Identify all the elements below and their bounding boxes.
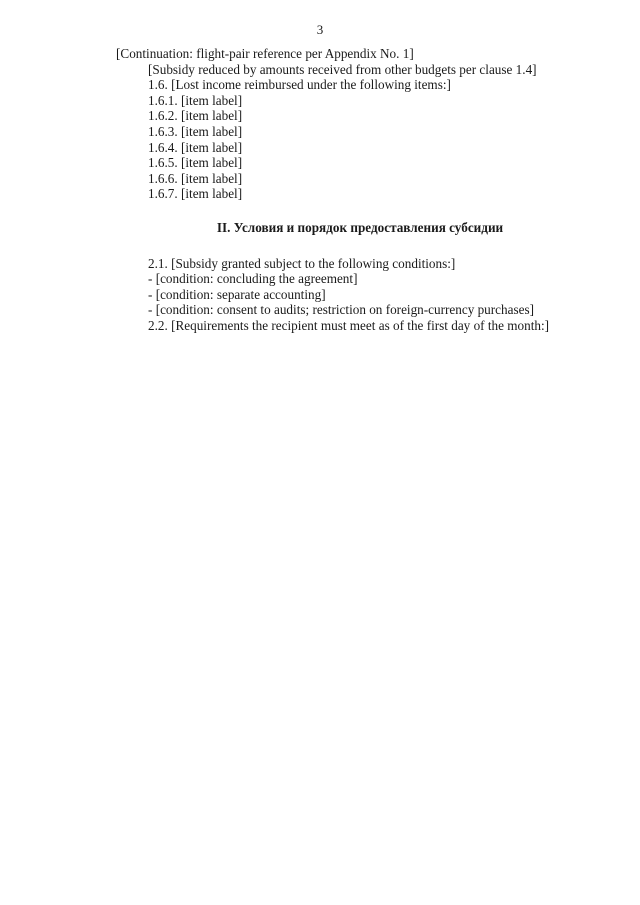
- intro-paragraph-1: [Continuation: flight-pair reference per Appendix No. 1]: [116, 46, 414, 61]
- cost-item: 1.6.6. [item label]: [148, 170, 243, 186]
- section-paragraph-1: 2.1. [Subsidy granted subject to the following conditions:]: [148, 255, 456, 271]
- page-number: 3: [316, 22, 324, 37]
- cost-item: 1.6.2. [item label]: [148, 108, 243, 124]
- cost-item: 1.6.4. [item label]: [148, 139, 243, 155]
- cost-item: 1.6.3. [item label]: [148, 123, 243, 139]
- section-paragraph-3: - [condition: separate accounting]: [148, 286, 326, 302]
- section-paragraph-4: - [condition: consent to audits; restriction on foreign-currency purchases]: [148, 302, 534, 318]
- intro-paragraph-3: 1.6. [Lost income reimbursed under the following items:]: [148, 77, 451, 93]
- cost-item: 1.6.1. [item label]: [148, 92, 243, 108]
- section-paragraph-5: 2.2. [Requirements the recipient must meet as of the first day of the month:]: [148, 317, 550, 333]
- intro-paragraph-2: [Subsidy reduced by amounts received from other budgets per clause 1.4]: [148, 61, 537, 77]
- section-heading: II. Условия и порядок предоставления субсидии: [216, 219, 504, 235]
- cost-items-list: [116, 93, 604, 202]
- section-paragraph-2: - [condition: concluding the agreement]: [148, 271, 358, 287]
- document-body: [116, 46, 604, 334]
- cost-item: 1.6.5. [item label]: [148, 155, 243, 171]
- cost-item: 1.6.7. [item label]: [148, 186, 243, 202]
